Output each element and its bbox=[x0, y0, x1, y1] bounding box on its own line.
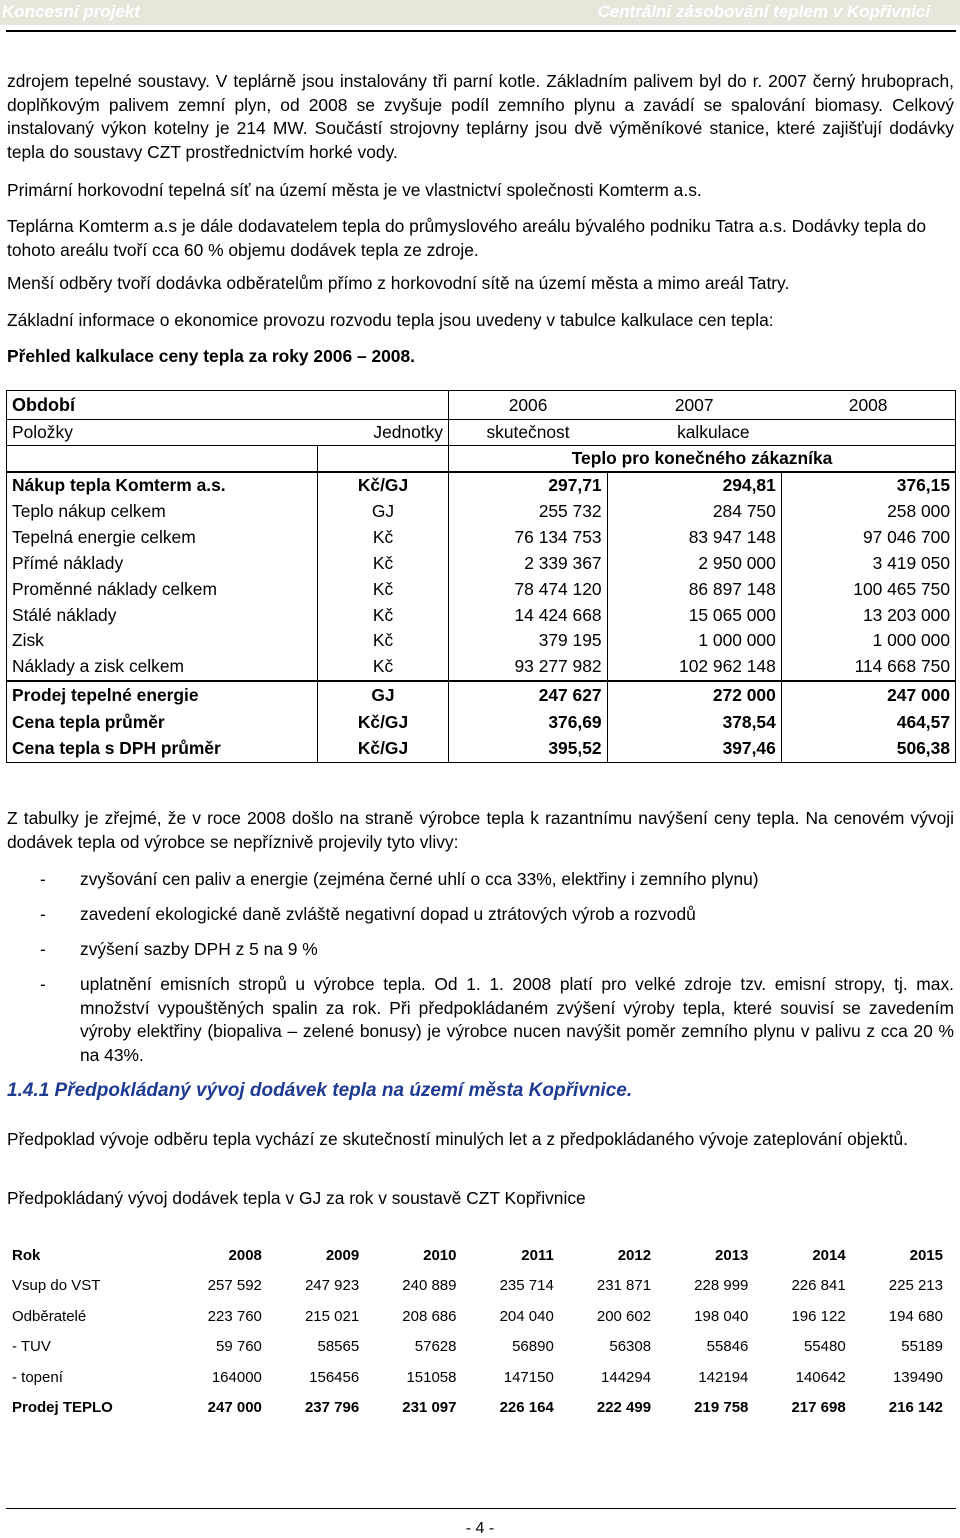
cell-unit: Kč bbox=[318, 525, 449, 551]
cell-value: 226 841 bbox=[791, 1277, 846, 1295]
table-row bbox=[6, 1362, 946, 1393]
cell-value: 215 021 bbox=[304, 1307, 360, 1325]
table-row bbox=[6, 1332, 946, 1363]
cell-value: 219 758 bbox=[694, 1399, 749, 1417]
row-label: - TUV bbox=[12, 1338, 51, 1356]
cell-2006: 76 134 753 bbox=[449, 525, 608, 551]
cell-value: 208 686 bbox=[402, 1307, 457, 1325]
cell-value: 164000 bbox=[211, 1368, 262, 1386]
cell-unit: Kč bbox=[318, 577, 449, 603]
row-label: - topení bbox=[12, 1368, 63, 1386]
cell-2006: 2 339 367 bbox=[449, 551, 608, 577]
page-header bbox=[0, 0, 960, 25]
paragraph-consumers: Menší odběry tvoří dodávka odběratelům přímo z horkovodní sítě na území města a mimo areál Tatry. bbox=[7, 273, 790, 293]
footer-rule bbox=[6, 1508, 956, 1509]
cell-2008: 100 465 750 bbox=[781, 577, 955, 603]
cell-unit: Kč/GJ bbox=[318, 472, 449, 499]
cell-value: 2013 bbox=[715, 1246, 749, 1264]
cell-item: Náklady a zisk celkem bbox=[7, 654, 318, 681]
cell-2006: 78 474 120 bbox=[449, 577, 608, 603]
cell-value: 231 097 bbox=[402, 1399, 457, 1417]
cell-value: 2010 bbox=[423, 1246, 457, 1264]
heat-forecast-table bbox=[6, 1240, 946, 1423]
table-row bbox=[7, 709, 956, 736]
cell-2008: 13 203 000 bbox=[781, 603, 955, 629]
table-header-row-items bbox=[7, 420, 956, 446]
cell-2008: 506,38 bbox=[781, 735, 955, 762]
cell-unit: GJ bbox=[318, 681, 449, 709]
cell-value: 140642 bbox=[795, 1368, 846, 1386]
cell-2007: 284 750 bbox=[607, 499, 781, 525]
cell-value: 144294 bbox=[601, 1368, 652, 1386]
paragraph-economics: Základní informace o ekonomice provozu rozvodu tepla jsou uvedeny v tabulce kalkulace cen tepla: bbox=[7, 310, 774, 330]
cell-value: 217 698 bbox=[791, 1399, 846, 1417]
paragraph-tatra: Teplárna Komterm a.s je dále dodavatelem tepla do průmyslového areálu bývalého podniku Tatra a.s. Dodávky tepla do tohoto areálu tvoří cca 60 % objemu dodávek tepla ze zdroje. bbox=[7, 216, 927, 260]
table-row bbox=[7, 577, 956, 603]
list-item-text: zvyšování cen paliv a energie (zejména černé uhlí o cca 33%, elektřiny i zemního plynu) bbox=[80, 869, 759, 889]
header-2008: 2008 bbox=[781, 391, 955, 420]
cell-value: 2008 bbox=[228, 1246, 262, 1264]
cell-2007: 272 000 bbox=[607, 681, 781, 709]
cell-value: 257 592 bbox=[207, 1277, 262, 1295]
cell-item: Prodej tepelné energie bbox=[7, 681, 318, 709]
cell-value: 240 889 bbox=[402, 1277, 457, 1295]
cell-value: 194 680 bbox=[888, 1307, 943, 1325]
table-row bbox=[7, 735, 956, 762]
cell-2007: 397,46 bbox=[607, 735, 781, 762]
header-rule bbox=[6, 30, 956, 32]
cell-item: Teplo nákup celkem bbox=[7, 499, 318, 525]
header-empty-cell bbox=[318, 446, 449, 473]
table-row bbox=[6, 1393, 946, 1424]
paragraph-network: Primární horkovodní tepelná síť na území města je ve vlastnictví společnosti Komterm a.s. bbox=[7, 180, 702, 200]
header-items: Položky bbox=[7, 420, 318, 446]
cell-value: 2014 bbox=[812, 1246, 846, 1264]
cell-2006: 395,52 bbox=[449, 735, 608, 762]
header-left-title: Koncesní projekt bbox=[2, 2, 140, 21]
table-row bbox=[6, 1301, 946, 1332]
cell-value: 247 923 bbox=[304, 1277, 360, 1295]
paragraph-forecast-caption: Předpokládaný vývoj dodávek tepla v GJ za rok v soustavě CZT Kopřivnice bbox=[7, 1188, 586, 1208]
cell-value: 225 213 bbox=[888, 1277, 943, 1295]
paragraph-intro: zdrojem tepelné soustavy. V teplárně jsou instalovány tři parní kotle. Základním palivem byl do r. 2007 černý hruboprach, doplňkovým palivem zemní plyn, od 2008 se zvyšuje podíl zemního plynu a zavádí se spalování biomasy. Celkový instalovaný výkon kotelny je 214 MW. Součástí strojovny teplárny jsou dvě výměníkové stanice, které zajišťují dodávky tepla do soustavy CZT prostřednictvím horké vody. bbox=[7, 71, 954, 162]
cell-value: 2015 bbox=[909, 1246, 943, 1264]
table-row bbox=[6, 1271, 946, 1302]
cell-value: 55480 bbox=[803, 1338, 846, 1356]
cell-2007: 294,81 bbox=[607, 472, 781, 499]
cell-value: 204 040 bbox=[499, 1307, 554, 1325]
cell-value: 196 122 bbox=[791, 1307, 846, 1325]
cell-value: 56308 bbox=[609, 1338, 652, 1356]
table-row bbox=[7, 551, 956, 577]
list-dash: - bbox=[40, 939, 46, 959]
cell-value: 226 164 bbox=[499, 1399, 554, 1417]
cell-item: Cena tepla s DPH průměr bbox=[7, 735, 318, 762]
cell-value: 55189 bbox=[901, 1338, 943, 1356]
cell-value: 216 142 bbox=[888, 1399, 943, 1417]
paragraph-forecast: Předpoklad vývoje odběru tepla vychází ze skutečností minulých let a z předpokládaného vývoje zateplování objektů. bbox=[7, 1129, 908, 1149]
header-2007: 2007 bbox=[607, 391, 781, 420]
cell-2008: 3 419 050 bbox=[781, 551, 955, 577]
table-row bbox=[6, 1240, 946, 1271]
page-number: - 4 - bbox=[465, 1520, 495, 1537]
cell-value: 142194 bbox=[698, 1368, 749, 1386]
list-dash: - bbox=[40, 974, 46, 994]
cell-2006: 376,69 bbox=[449, 709, 608, 736]
cell-value: 228 999 bbox=[694, 1277, 749, 1295]
cell-2006: 297,71 bbox=[449, 472, 608, 499]
paragraph-conclusion: Z tabulky je zřejmé, že v roce 2008 došlo na straně výrobce tepla k razantnímu navýšení ceny tepla. Na cenovém vývoji dodávek tepla od výrobce se nepříznivě projevily tyto vlivy: bbox=[7, 808, 954, 852]
cell-2007: 378,54 bbox=[607, 709, 781, 736]
cell-unit: Kč bbox=[318, 603, 449, 629]
header-2006: 2006 bbox=[449, 391, 608, 420]
cell-value: 235 714 bbox=[499, 1277, 554, 1295]
cell-value: 147150 bbox=[503, 1368, 554, 1386]
cell-2006: 255 732 bbox=[449, 499, 608, 525]
header-customer-heat: Teplo pro konečného zákazníka bbox=[449, 446, 956, 473]
table-row bbox=[7, 628, 956, 654]
cell-unit: Kč bbox=[318, 628, 449, 654]
section-heading: 1.4.1 Předpokládaný vývoj dodávek tepla na území města Kopřivnice. bbox=[7, 1080, 633, 1101]
row-label: Odběratelé bbox=[12, 1307, 87, 1325]
cell-2007: 102 962 148 bbox=[607, 654, 781, 681]
cell-unit: Kč/GJ bbox=[318, 735, 449, 762]
cell-2007: 86 897 148 bbox=[607, 577, 781, 603]
cell-value: 231 871 bbox=[596, 1277, 652, 1295]
cell-item: Zisk bbox=[7, 628, 318, 654]
cell-item: Tepelná energie celkem bbox=[7, 525, 318, 551]
cell-2007: 15 065 000 bbox=[607, 603, 781, 629]
list-item-text: zavedení ekologické daně zvláště negativní dopad u ztrátových výrob a rozvodů bbox=[80, 904, 696, 924]
cell-2006: 379 195 bbox=[449, 628, 608, 654]
cell-unit: Kč bbox=[318, 654, 449, 681]
table-header-row-period bbox=[7, 391, 956, 420]
header-right-title: Centrální zásobování teplem v Kopřivnici bbox=[597, 2, 930, 21]
list-item-text: zvýšení sazby DPH z 5 na 9 % bbox=[80, 939, 318, 959]
cell-2006: 247 627 bbox=[449, 681, 608, 709]
price-calculation-table bbox=[6, 390, 956, 763]
header-period: Období bbox=[7, 391, 449, 420]
cell-value: 247 000 bbox=[207, 1399, 262, 1417]
table-row bbox=[7, 654, 956, 681]
cell-2008: 247 000 bbox=[781, 681, 955, 709]
table-row bbox=[7, 499, 956, 525]
cell-2006: 93 277 982 bbox=[449, 654, 608, 681]
cell-value: 139490 bbox=[892, 1368, 943, 1386]
cell-item: Nákup tepla Komterm a.s. bbox=[7, 472, 318, 499]
cell-value: 2011 bbox=[521, 1246, 554, 1264]
cell-2007: 1 000 000 bbox=[607, 628, 781, 654]
cell-value: 198 040 bbox=[694, 1307, 749, 1325]
cell-2006: 14 424 668 bbox=[449, 603, 608, 629]
table-row bbox=[7, 525, 956, 551]
row-label: Vsup do VST bbox=[12, 1277, 101, 1295]
cell-item: Stálé náklady bbox=[7, 603, 318, 629]
cell-2008: 114 668 750 bbox=[781, 654, 955, 681]
cell-value: 151058 bbox=[406, 1368, 457, 1386]
cell-value: 222 499 bbox=[596, 1399, 652, 1417]
row-label: Rok bbox=[12, 1246, 41, 1264]
cell-value: 2009 bbox=[325, 1246, 360, 1264]
cell-value: 56890 bbox=[512, 1338, 554, 1356]
cell-value: 2012 bbox=[617, 1246, 652, 1264]
header-units: Jednotky bbox=[318, 420, 449, 446]
list-dash: - bbox=[40, 904, 46, 924]
cell-value: 58565 bbox=[317, 1338, 360, 1356]
table-row bbox=[7, 472, 956, 499]
cell-item: Cena tepla průměr bbox=[7, 709, 318, 736]
list-item-text: uplatnění emisních stropů u výrobce tepla. Od 1. 1. 2008 platí pro velké zdroje tzv. emisní stropy, tj. max. množství vypouštěných spalin za rok. Při předpokládaném zvýšení výroby tepla, které souvisí se zavedením výroby elektřiny (biopaliva – zelené bonusy) je výrobce nucen navýšit poměr zemního plynu v palivu z cca 20 % na 43%. bbox=[80, 974, 954, 1065]
cell-value: 200 602 bbox=[596, 1307, 652, 1325]
cell-2008: 464,57 bbox=[781, 709, 955, 736]
cell-value: 57628 bbox=[414, 1338, 457, 1356]
table-row bbox=[7, 681, 956, 709]
list-dash: - bbox=[40, 869, 46, 889]
cell-value: 55846 bbox=[706, 1338, 749, 1356]
cell-item: Přímé náklady bbox=[7, 551, 318, 577]
cell-value: 156456 bbox=[309, 1368, 360, 1386]
table-caption: Přehled kalkulace ceny tepla za roky 2006 – 2008. bbox=[7, 346, 415, 366]
header-empty-cell bbox=[7, 446, 318, 473]
cell-value: 223 760 bbox=[207, 1307, 262, 1325]
cell-value: 59 760 bbox=[216, 1338, 262, 1356]
cell-unit: Kč/GJ bbox=[318, 709, 449, 736]
cell-item: Proměnné náklady celkem bbox=[7, 577, 318, 603]
table-header-row-customer bbox=[7, 446, 956, 473]
table-row bbox=[7, 603, 956, 629]
cell-2007: 83 947 148 bbox=[607, 525, 781, 551]
cell-2008: 97 046 700 bbox=[781, 525, 955, 551]
cell-unit: Kč bbox=[318, 551, 449, 577]
cell-2007: 2 950 000 bbox=[607, 551, 781, 577]
cell-2008: 258 000 bbox=[781, 499, 955, 525]
header-actual: skutečnost bbox=[449, 420, 608, 446]
cell-unit: GJ bbox=[318, 499, 449, 525]
row-label: Prodej TEPLO bbox=[12, 1399, 113, 1417]
header-calculation: kalkulace bbox=[607, 420, 955, 446]
cell-2008: 376,15 bbox=[781, 472, 955, 499]
cell-value: 237 796 bbox=[304, 1399, 360, 1417]
cell-2008: 1 000 000 bbox=[781, 628, 955, 654]
